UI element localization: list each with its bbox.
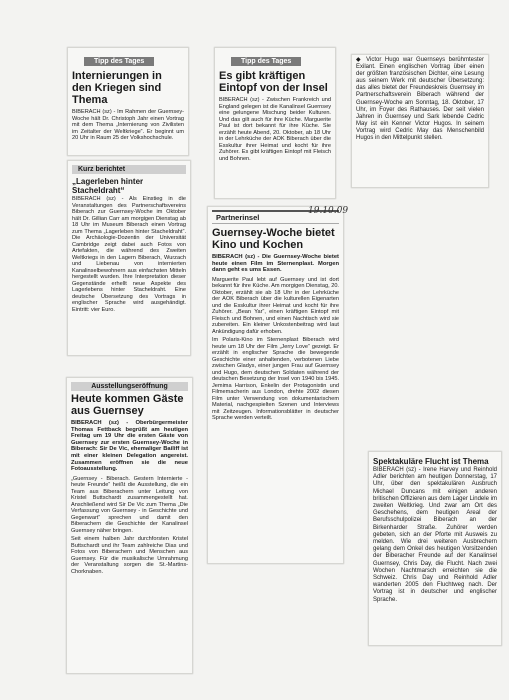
article-body: ◆ Victor Hugo war Guernseys berühmtester Exilant. Einen englischen Vortrag über einen der größten französischen Dichter, eine Lesung aus seinem Werk mit deutscher Übersetzung: das alles bietet der Freundeskreis Guernsey im Partnerschaftsverein Biberach während der Guernsey-Woche am Sonntag, 18. Oktober, 17 Uhr, im Foyer des Rathauses. Der seit vielen Jahren in Guernsey und Sark lebende Cedric May ist ein Kenner Victor Hugos. In seinem Vortrag wird Cedric May das Menschenbild Hugos in den Mittelpunkt stellen. <box>356 57 484 142</box>
clipping-flucht <box>368 451 502 646</box>
article-lead: BIBERACH (sz) - Die Guernsey-Woche bietet heute einen Film im Sternenplast. Morgen dann geht es ums Essen. <box>212 254 339 274</box>
kurz-berichtet-kicker: Kurz berichtet <box>72 165 186 174</box>
clipping-kino-kochen <box>207 206 344 564</box>
headline-gaeste: Heute kommen Gäste aus Guernsey <box>71 393 184 417</box>
article-body: BIBERACH (sz) - Zwischen Frankreich und England gelegen ist die Kanalinsel Guernsey eine gelungene Mischung beider Kulturen. Und das gilt auch für ihre Küche. Marguerite Paul ist dort bekannt für ihre Küche. Sie erzählt heute Abend, 20. Oktober, ab 18 Uhr in der Lehrküche der AOK Biberach über die Esskultur ihrer Heimat und kocht für ihre Zuhörer. Es gibt kräftigen Eintopf mit Fleisch und Bohnen. <box>219 97 331 162</box>
headline-internierungen: Internierungen in den Kriegen sind Thema <box>72 70 162 106</box>
headline-lagerleben: „Lagerleben hinter Stacheldraht“ <box>72 177 144 195</box>
article-body: BIBERACH (sz) - Im Rahmen der Guernsey-Woche hält Dr. Christoph Jahr einen Vortrag mit dem Thema „Internierung von Zivilisten im Zeitalter der Weltkriege“. Er beginnt um 20 Uhr in Raum 25 der Volkshochschule. <box>72 109 184 141</box>
article-body: Im Polaris-Kino im Sternenplast Biberach wird heute um 18 Uhr der Film „Jerry Love“ gezeigt. Er erzählt in englischer Sprache die bewegende Geschichte einer anhaltenden, verbotenen Liebe zwischen Gladys, einer jungen Frau auf Guernsey und Hugo, dem deutschen Soldaten während der deutschen Besetzung der Insel von 1940 bis 1945. Jemima Harrison, Enkelin der Protagonistin und Filmemacherin aus London, drehte 2002 diesen Film unter Verwendung von dokumentarischem Material, nachgespielten Szenen und Interviews mit Zeitzeugen. Informationsblätter in deutscher Sprache werden verteilt. <box>212 337 339 422</box>
clipping-internierungen <box>67 47 189 156</box>
headline-eintopf: Es gibt kräftigen Eintopf von der Insel <box>219 70 328 94</box>
article-lead: BIBERACH (sz) - Oberbürgermeister Thomas Fettback begrüßt am heutigen Freitag um 19 Uhr die ersten Gäste von Guernsey zur ersten Guernsey-Woche in Biberach: Sir De Vic, ehemaliger Bailiff ist mit einer kleinen Delegation angereist. Zusammen eröffnen sie die neue Fotoausstellung. <box>71 420 188 473</box>
headline-flucht: Spektakuläre Flucht ist Thema <box>373 457 489 466</box>
tipp-des-tages-tag: Tipp des Tages <box>231 57 301 66</box>
article-body: Marguerite Paul lebt auf Guernsey und ist dort bekannt für ihre Küche. Am morgigen Dienstag, 20. Oktober, erzählt sie ab 18 Uhr in der Lehrküche der AOK Biberach über die kulturellen Eigenarten und die Esskultur ihrer Heimat und kocht für ihre Zuhörer. „Bean Yar“, einen kräftigen Eintopf mit Fleisch und Bohnen, und einen Nachtisch wird sie zubereiten. Ein kleiner Unkostenbeitrag wird laut Ankündigung dafür erhoben. <box>212 276 339 335</box>
clipping-victor-hugo <box>351 54 489 188</box>
clipping-gaeste <box>66 377 193 674</box>
ausstellungseroeffnung-kicker: Ausstellungseröffnung <box>71 382 188 391</box>
partnerinsel-kicker: Partnerinsel <box>212 210 339 224</box>
clipping-eintopf <box>214 47 336 199</box>
clipping-lagerleben <box>67 160 191 356</box>
article-body: Seit einem halben Jahr durchforsten Kristel Buttschardt und ihr Team zahlreiche Dias und Fotos von Biberachern und Menschen aus Guernsey. Für die musikalische Umrahmung der Veranstaltung sorgen die St.-Martins-Chorknaben. <box>71 536 188 575</box>
tipp-des-tages-tag: Tipp des Tages <box>84 57 154 66</box>
article-body: BIBERACH (sz) - Als Einstieg in die Veranstaltungen des Partnerschaftsvereins Biberach zur Guernsey-Woche im Oktober hält Dr. Gillian Carr am morgigen Dienstag ab 18 Uhr im Museum Biberach einen Vortrag zum Thema „Lagerleben hinter Stacheldraht“. Die Archäologie-Dozentin der Universität Cambridge zeigt dabei auch Fotos von Artefakten, die während des Zweiten Weltkriegs in den Lagern Biberach, Wurzach und Liebenau von internierten Kanalinselbewohnern aus einfachsten Mitteln hergestellt wurden. Ihre Interpretation dieser Gegenstände erhellt neue Aspekte des Lagerlebens hinter Stacheldraht. Eine deutsche Übersetzung des Vortrags in englischer Sprache wird ausgehändigt. Eintritt: vier Euro. <box>72 196 186 313</box>
headline-kino-kochen: Guernsey-Woche bietet Kino und Kochen <box>212 227 335 251</box>
article-body: „Guernsey - Biberach. Gestern Internierte - heute Freunde“ heißt die Ausstellung, die ein Team aus Biberachern unter Leitung von Kristel Buttschardt zusammengestellt hat. Anschließend wird Sir De Vic zum Thema „Die Verfassung von Guernsey - in Geschichte und Gegenwart“ sprechen und damit den Biberachern die Geschichte der Kanalinsel Guernsey näher bringen. <box>71 475 188 534</box>
handwritten-date: 19.10.09 <box>308 206 349 216</box>
article-body: BIBERACH (sz) - Irene Harvey und Reinhold Adler berichten am heutigen Donnerstag, 17 Uhr, über den spektakulären Ausbruch Michael Duncans mit einigen anderen britischen Offizieren aus dem Lager Lindele im zweiten Weltkrieg. Und zwar am Ort des Geschehens, dem heutigen Areal der Berufsschulpolizei Biberach an der Birkenharder Straße. Zuhörer werden gebeten, sich an der Pforte mit Ausweis zu melden. Wie drei weiteren Ausbrechern gelang dem Onkel des heutigen Vorsitzenden der Biberacher Freunde auf der Kanalinsel Guernsey, Chris Day, die Flucht. Nach zwei Wochen Nachtmarsch erreichten sie die Schweiz. Chris Day und Reinhold Adler wanderten 2005 den Fluchtweg nach. Der Vortrag ist in deutscher und englischer Sprache. <box>373 467 497 603</box>
